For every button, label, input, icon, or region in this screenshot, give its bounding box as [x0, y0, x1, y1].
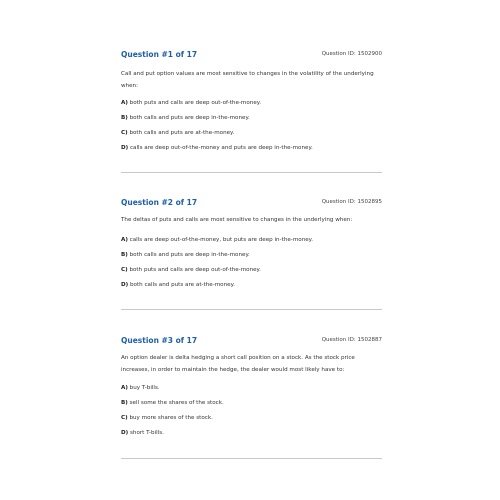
- question-divider: [121, 458, 382, 459]
- option-letter: B): [121, 400, 128, 406]
- question-header: [121, 50, 382, 62]
- option-text: both calls and puts are at-the-money.: [129, 282, 235, 288]
- answer-options: [121, 99, 382, 159]
- question-title: Question #3 of 17: [121, 336, 198, 345]
- answer-option-d[interactable]: [121, 429, 382, 444]
- option-letter: B): [121, 115, 128, 121]
- option-text: both calls and puts are deep in-the-money.: [129, 252, 250, 258]
- question-id: Question ID: 1502887: [321, 337, 382, 343]
- option-text: buy T-bills.: [129, 385, 160, 391]
- question-text: An option dealer is delta hedging a short call position on a stock. As the stock price increases, in order to maintain the hedge, the dealer would most likely have to:: [121, 355, 355, 373]
- option-text: short T-bills.: [129, 430, 164, 436]
- option-text: calls are deep out-of-the-money and puts are deep in-the-money.: [129, 145, 313, 151]
- answer-option-a[interactable]: [121, 236, 382, 251]
- answer-option-d[interactable]: [121, 144, 382, 159]
- answer-option-b[interactable]: [121, 399, 382, 414]
- option-text: both puts and calls are deep out-of-the-money.: [129, 100, 262, 106]
- question-header: [121, 336, 382, 348]
- answer-option-d[interactable]: [121, 281, 382, 296]
- option-letter: A): [121, 385, 128, 391]
- question-block-1: [121, 50, 382, 151]
- question-text: Call and put option values are most sensitive to changes in the volatility of the underlying when:: [121, 71, 374, 89]
- question-id: Question ID: 1502895: [321, 199, 382, 205]
- answer-options: [121, 236, 382, 296]
- question-divider: [121, 172, 382, 173]
- question-id: Question ID: 1502900: [321, 51, 382, 57]
- question-title: Question #1 of 17: [121, 50, 198, 59]
- question-header: [121, 198, 382, 210]
- option-text: both calls and puts are at-the-money.: [129, 130, 235, 136]
- answer-option-c[interactable]: [121, 414, 382, 429]
- answer-option-b[interactable]: [121, 251, 382, 266]
- option-text: sell some the shares of the stock.: [129, 400, 224, 406]
- option-text: calls are deep out-of-the-money, but puts are deep in-the-money.: [129, 237, 313, 243]
- option-letter: C): [121, 267, 128, 273]
- question-block-3: [121, 336, 382, 436]
- option-letter: A): [121, 100, 128, 106]
- answer-options: [121, 384, 382, 444]
- option-text: both calls and puts are deep in-the-money.: [129, 115, 250, 121]
- option-letter: D): [121, 430, 129, 436]
- option-letter: A): [121, 237, 128, 243]
- option-letter: C): [121, 415, 128, 421]
- question-block-2: [121, 198, 382, 288]
- option-text: buy more shares of the stock.: [129, 415, 213, 421]
- answer-option-c[interactable]: [121, 129, 382, 144]
- answer-option-b[interactable]: [121, 114, 382, 129]
- option-letter: C): [121, 130, 128, 136]
- option-letter: D): [121, 282, 129, 288]
- option-text: both puts and calls are deep out-of-the-money.: [129, 267, 261, 273]
- option-letter: D): [121, 145, 129, 151]
- question-title: Question #2 of 17: [121, 198, 198, 207]
- answer-option-c[interactable]: [121, 266, 382, 281]
- answer-option-a[interactable]: [121, 99, 382, 114]
- answer-option-a[interactable]: [121, 384, 382, 399]
- option-letter: B): [121, 252, 128, 258]
- question-text: The deltas of puts and calls are most sensitive to changes in the underlying when:: [121, 217, 353, 223]
- question-divider: [121, 309, 382, 310]
